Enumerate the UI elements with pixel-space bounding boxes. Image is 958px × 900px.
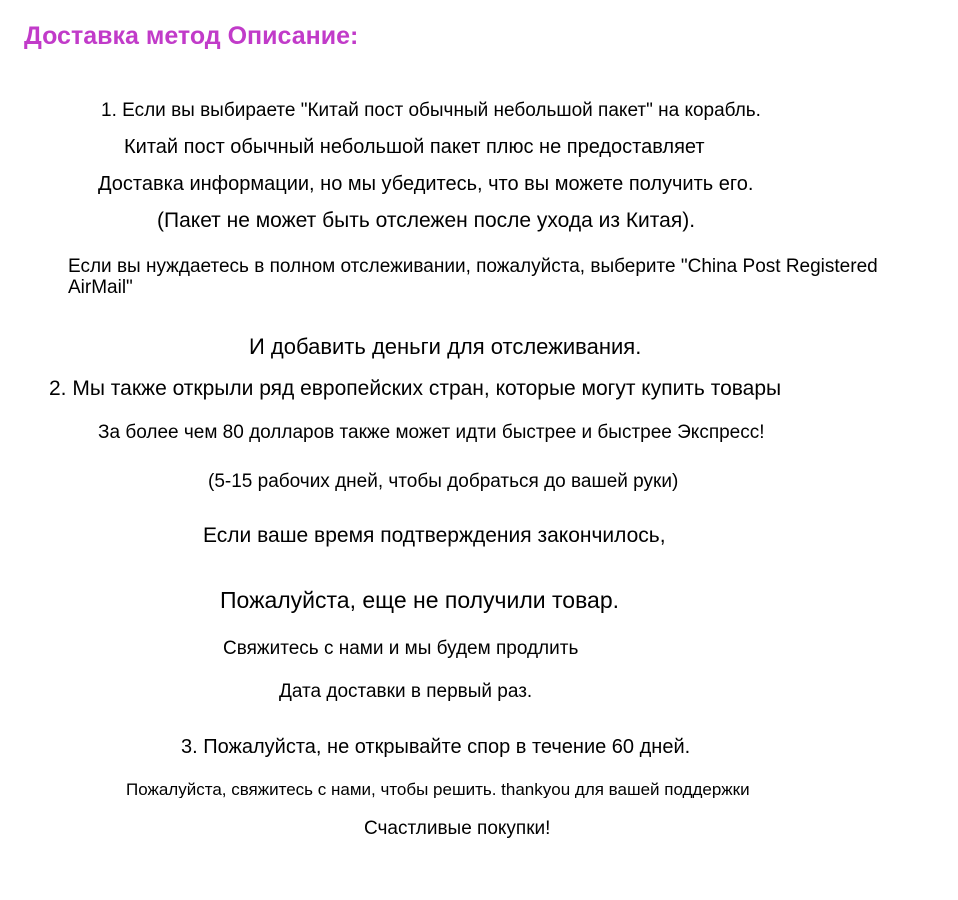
delivery-date-text: Дата доставки в первый раз.	[279, 681, 533, 702]
shipping-rule-1-detail: Китай пост обычный небольшой пакет плюс не предоставляет	[124, 136, 705, 158]
shipping-rule-1-note: (Пакет не может быть отслежен после ухода из Китая).	[157, 209, 696, 232]
goods-not-received-text: Пожалуйста, еще не получили товар.	[220, 587, 620, 613]
page-title: Доставка метод Описание:	[24, 22, 359, 50]
delivery-time-note: (5-15 рабочих дней, чтобы добраться до вашей руки)	[208, 471, 679, 492]
contact-extend-text: Свяжитесь с нами и мы будем продлить	[223, 638, 579, 659]
contact-support-text: Пожалуйста, свяжитесь с нами, чтобы решить. thankyou для вашей поддержки	[126, 781, 750, 798]
tracking-option-text: Если вы нуждаетесь в полном отслеживании, пожалуйста, выберите "China Post Registered AirMail"	[68, 256, 878, 298]
shipping-rule-1-intro: 1. Если вы выбираете "Китай пост обычный небольшой пакет" на корабль.	[101, 100, 761, 121]
shipping-rule-1-detail: Доставка информации, но мы убедитесь, что вы можете получить его.	[98, 173, 754, 195]
shipping-rule-2-detail: За более чем 80 долларов также может идти быстрее и быстрее Экспресс!	[98, 422, 765, 443]
tracking-fee-text: И добавить деньги для отслеживания.	[249, 334, 642, 359]
shipping-rule-2-intro: 2. Мы также открыли ряд европейских стран, которые могут купить товары	[49, 377, 782, 400]
shipping-rule-3-dispute: 3. Пожалуйста, не открывайте спор в течение 60 дней.	[181, 736, 691, 758]
happy-shopping-text: Счастливые покупки!	[364, 818, 551, 839]
confirmation-expired-text: Если ваше время подтверждения закончилось,	[203, 524, 666, 547]
